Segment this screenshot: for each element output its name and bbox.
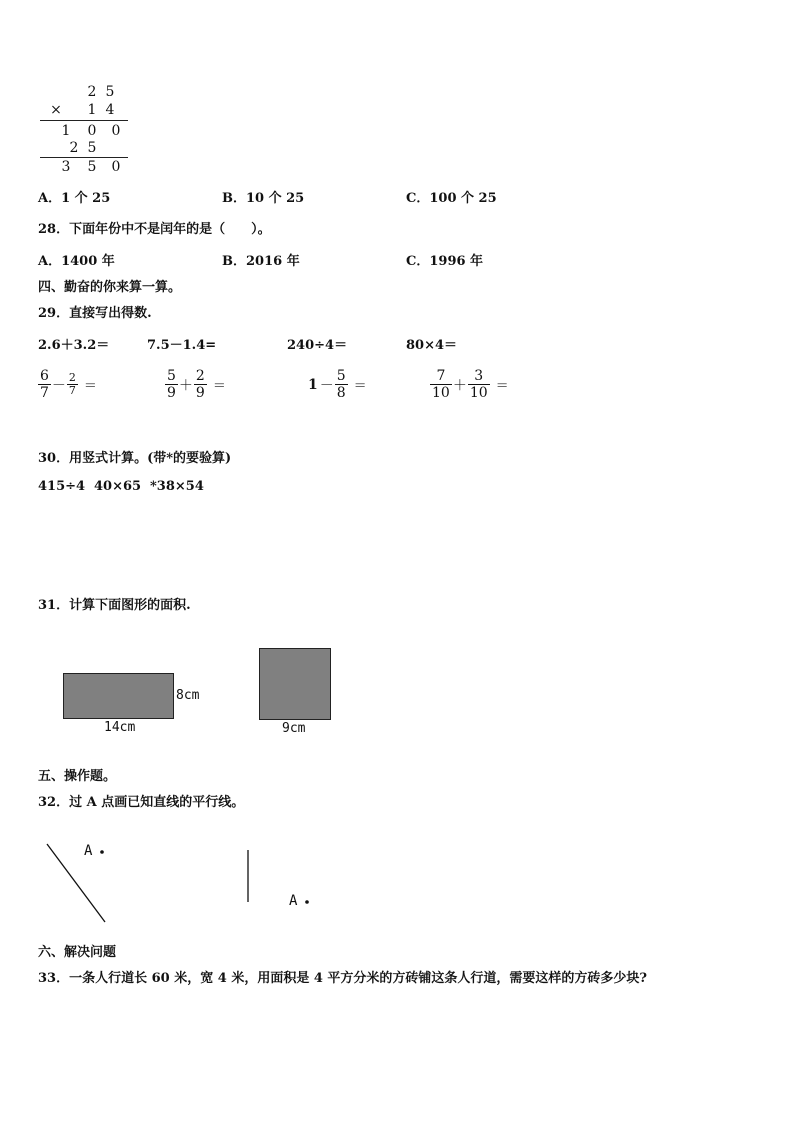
vertical-multiplication <box>40 84 132 176</box>
multiplication-line <box>40 120 128 121</box>
q27-option-c: C．100 个 25 <box>406 191 497 206</box>
q32-question: 32．过 A 点画已知直线的平行线。 <box>38 795 245 810</box>
q32-lines <box>0 830 794 930</box>
fraction: $\frac{2}{9}$ <box>195 368 205 401</box>
q33-question: 33．一条人行道长 60 米，宽 4 米，用面积是 4 平方分米的方砖铺这条人行道，需要这样的方砖多少块? <box>38 971 648 986</box>
q30-item-1: 415÷4 <box>38 479 86 494</box>
q30-item-2: 40×65 <box>94 479 142 494</box>
q31-question: 31．计算下面图形的面积. <box>38 598 191 613</box>
point-a-label: A <box>289 893 298 909</box>
fraction-expr-2: $\frac{5}{9}$ ＋ $\frac{2}{9}$ ＝ <box>167 368 226 401</box>
section-5-title: 五、操作题。 <box>38 769 117 784</box>
digit: 0 <box>111 159 121 175</box>
digit: 1 <box>87 102 97 118</box>
section-6-title: 六、解决问题 <box>38 945 117 960</box>
q30-question: 30．用竖式计算。(带*的要验算) <box>38 451 232 466</box>
fraction-expr-3: 1 － $\frac{5}{8}$ ＝ <box>308 368 367 401</box>
q28-option-a: A．1400 年 <box>38 254 115 269</box>
fraction: $\frac{3}{10}$ <box>469 368 488 401</box>
fraction: $\frac{5}{9}$ <box>167 368 176 401</box>
q28-option-b: B．2016 年 <box>222 254 300 269</box>
digit: 3 <box>61 159 71 175</box>
digit: 2 <box>87 84 97 100</box>
fraction: $\frac{5}{8}$ <box>336 368 346 401</box>
point-a-dot <box>305 900 309 904</box>
digit: 5 <box>105 84 115 100</box>
digit: 2 <box>69 140 79 156</box>
q29-expr-2: 7.5－1.4= <box>147 338 217 353</box>
q29-question: 29．直接写出得数. <box>38 306 152 321</box>
square-side-label: 9cm <box>282 721 306 736</box>
q28-question: 28．下面年份中不是闰年的是（ ）。 <box>38 222 271 237</box>
sum-line <box>40 157 128 158</box>
point-a-dot <box>100 850 104 854</box>
q29-expr-3: 240÷4＝ <box>287 338 348 353</box>
fraction: $\frac{6}{7}$ <box>40 368 49 401</box>
q28-option-c: C．1996 年 <box>406 254 484 269</box>
rect-width-label: 14cm <box>104 720 136 735</box>
q29-expr-1: 2.6＋3.2＝ <box>38 338 110 353</box>
digit: 0 <box>111 123 121 139</box>
section-4-title: 四、勤奋的你来算一算。 <box>38 280 182 295</box>
rect-height-label: 8cm <box>176 688 200 703</box>
diagonal-line <box>47 844 105 922</box>
fraction: $\frac{7}{10}$ <box>432 368 450 401</box>
digit: 0 <box>87 123 97 139</box>
fraction-expr-1: $\frac{6}{7}$ － $\frac{2}{7}$ ＝ <box>40 368 97 401</box>
q29-expr-4: 80×4＝ <box>406 338 458 353</box>
digit: 5 <box>87 140 97 156</box>
square-figure <box>259 648 331 720</box>
q30-item-3: *38×54 <box>150 479 204 494</box>
digit: 1 <box>61 123 71 139</box>
fraction: $\frac{2}{7}$ <box>68 371 76 397</box>
point-a-label: A <box>84 843 93 859</box>
digit: 4 <box>105 102 115 118</box>
rectangle-figure <box>63 673 174 719</box>
q27-option-a: A．1 个 25 <box>38 191 111 206</box>
q27-option-b: B．10 个 25 <box>222 191 305 206</box>
digit: 5 <box>87 159 97 175</box>
times-sign: × <box>50 102 62 118</box>
fraction-expr-4: $\frac{7}{10}$ ＋ $\frac{3}{10}$ ＝ <box>432 368 509 401</box>
